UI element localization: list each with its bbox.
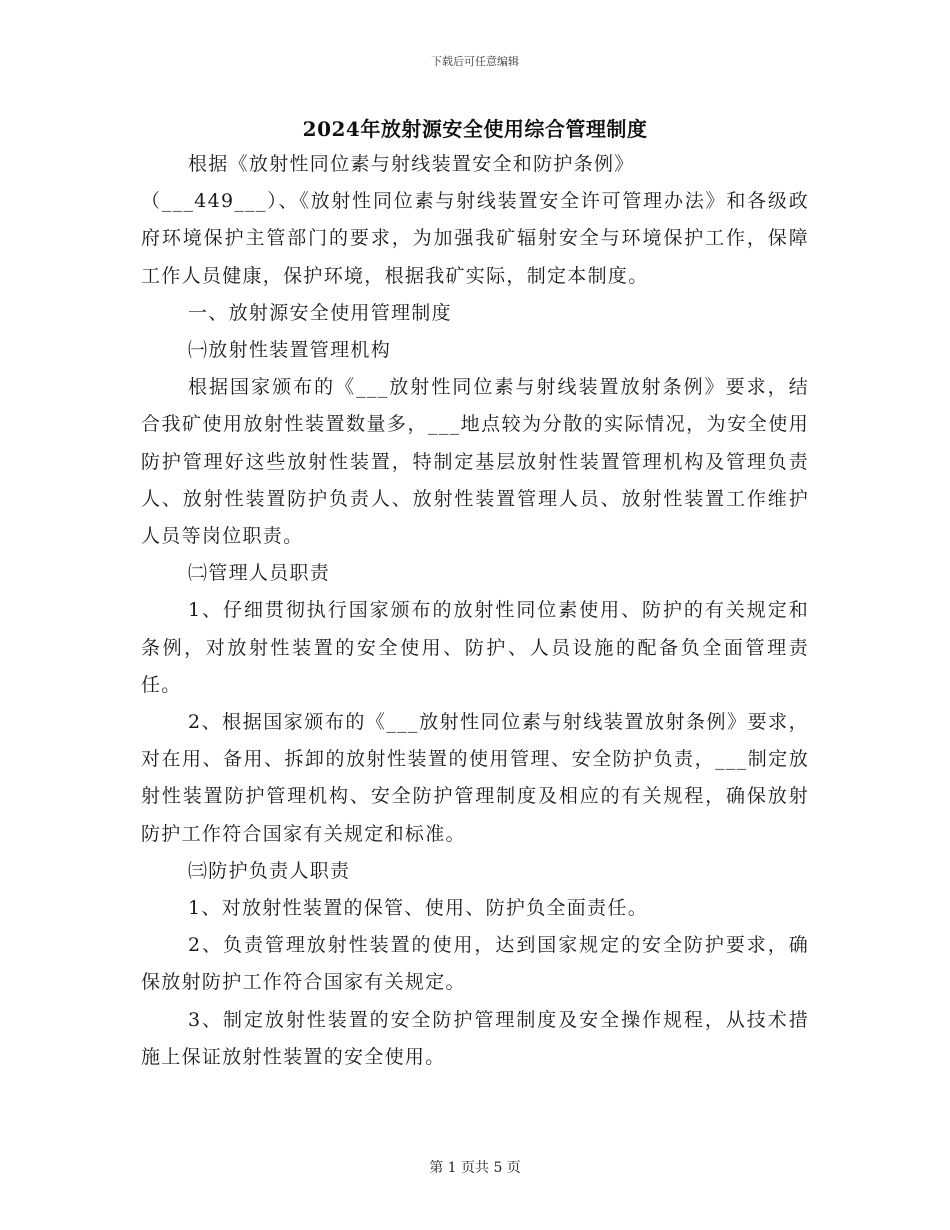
page-number: 第 1 页共 5 页 — [429, 1160, 521, 1176]
list-item-manager-1: 1、仔细贯彻执行国家颁布的放射性同位素使用、防护的有关规定和条例，对放射性装置的安全使用、防护、人员设施的配备负全面管理责任。 — [141, 599, 809, 696]
list-item-protection-3: 3、制定放射性装置的安全防护管理制度及安全操作规程，从技术措施上保证放射性装置的安全使用。 — [141, 1008, 809, 1068]
subsection-heading-1: ㈠放射性装置管理机构 — [188, 339, 392, 362]
page-header: 下载后可任意编辑 — [431, 55, 519, 68]
subsection-heading-2: ㈡管理人员职责 — [188, 562, 331, 585]
list-item-protection-1: 1、对放射性装置的保管、使用、防护负全面责任。 — [188, 897, 648, 920]
list-item-manager-2: 2、根据国家颁布的《___放射性同位素与射线装置放射条例》要求，对在用、备用、拆卸的放射性装置的使用管理、安全防护负责，___制定放射性装置防护管理机构、安全防护管理制度及相应的有关规程，确保放射防护工作符合国家有关规定和标准。 — [141, 711, 809, 845]
document-title: 2024年放射源安全使用综合管理制度 — [302, 117, 648, 141]
subsection-heading-3: ㈢防护负责人职责 — [188, 859, 351, 882]
section-heading-1: 一、放射源安全使用管理制度 — [188, 301, 452, 324]
paragraph-3: 根据国家颁布的《___放射性同位素与射线装置放射条例》要求，结合我矿使用放射性装置数量多，___地点较为分散的实际情况，为安全使用防护管理好这些放射性装置，特制定基层放射性装置管理机构及管理负责人、放射性装置防护负责人、放射性装置管理人员、放射性装置工作维护人员等岗位职责。 — [141, 376, 809, 548]
document-body — [141, 146, 809, 1076]
list-item-protection-2: 2、负责管理放射性装置的使用，达到国家规定的安全防护要求，确保放射防护工作符合国家有关规定。 — [141, 934, 809, 994]
paragraph-2: （___449___）、《放射性同位素与射线装置安全许可管理办法》和各级政府环境保护主管部门的要求，为加强我矿辐射安全与环境保护工作，保障工作人员健康，保护环境，根据我矿实际，制定本制度。 — [141, 190, 809, 287]
paragraph-1: 根据《放射性同位素与射线装置安全和防护条例》 — [188, 153, 635, 175]
